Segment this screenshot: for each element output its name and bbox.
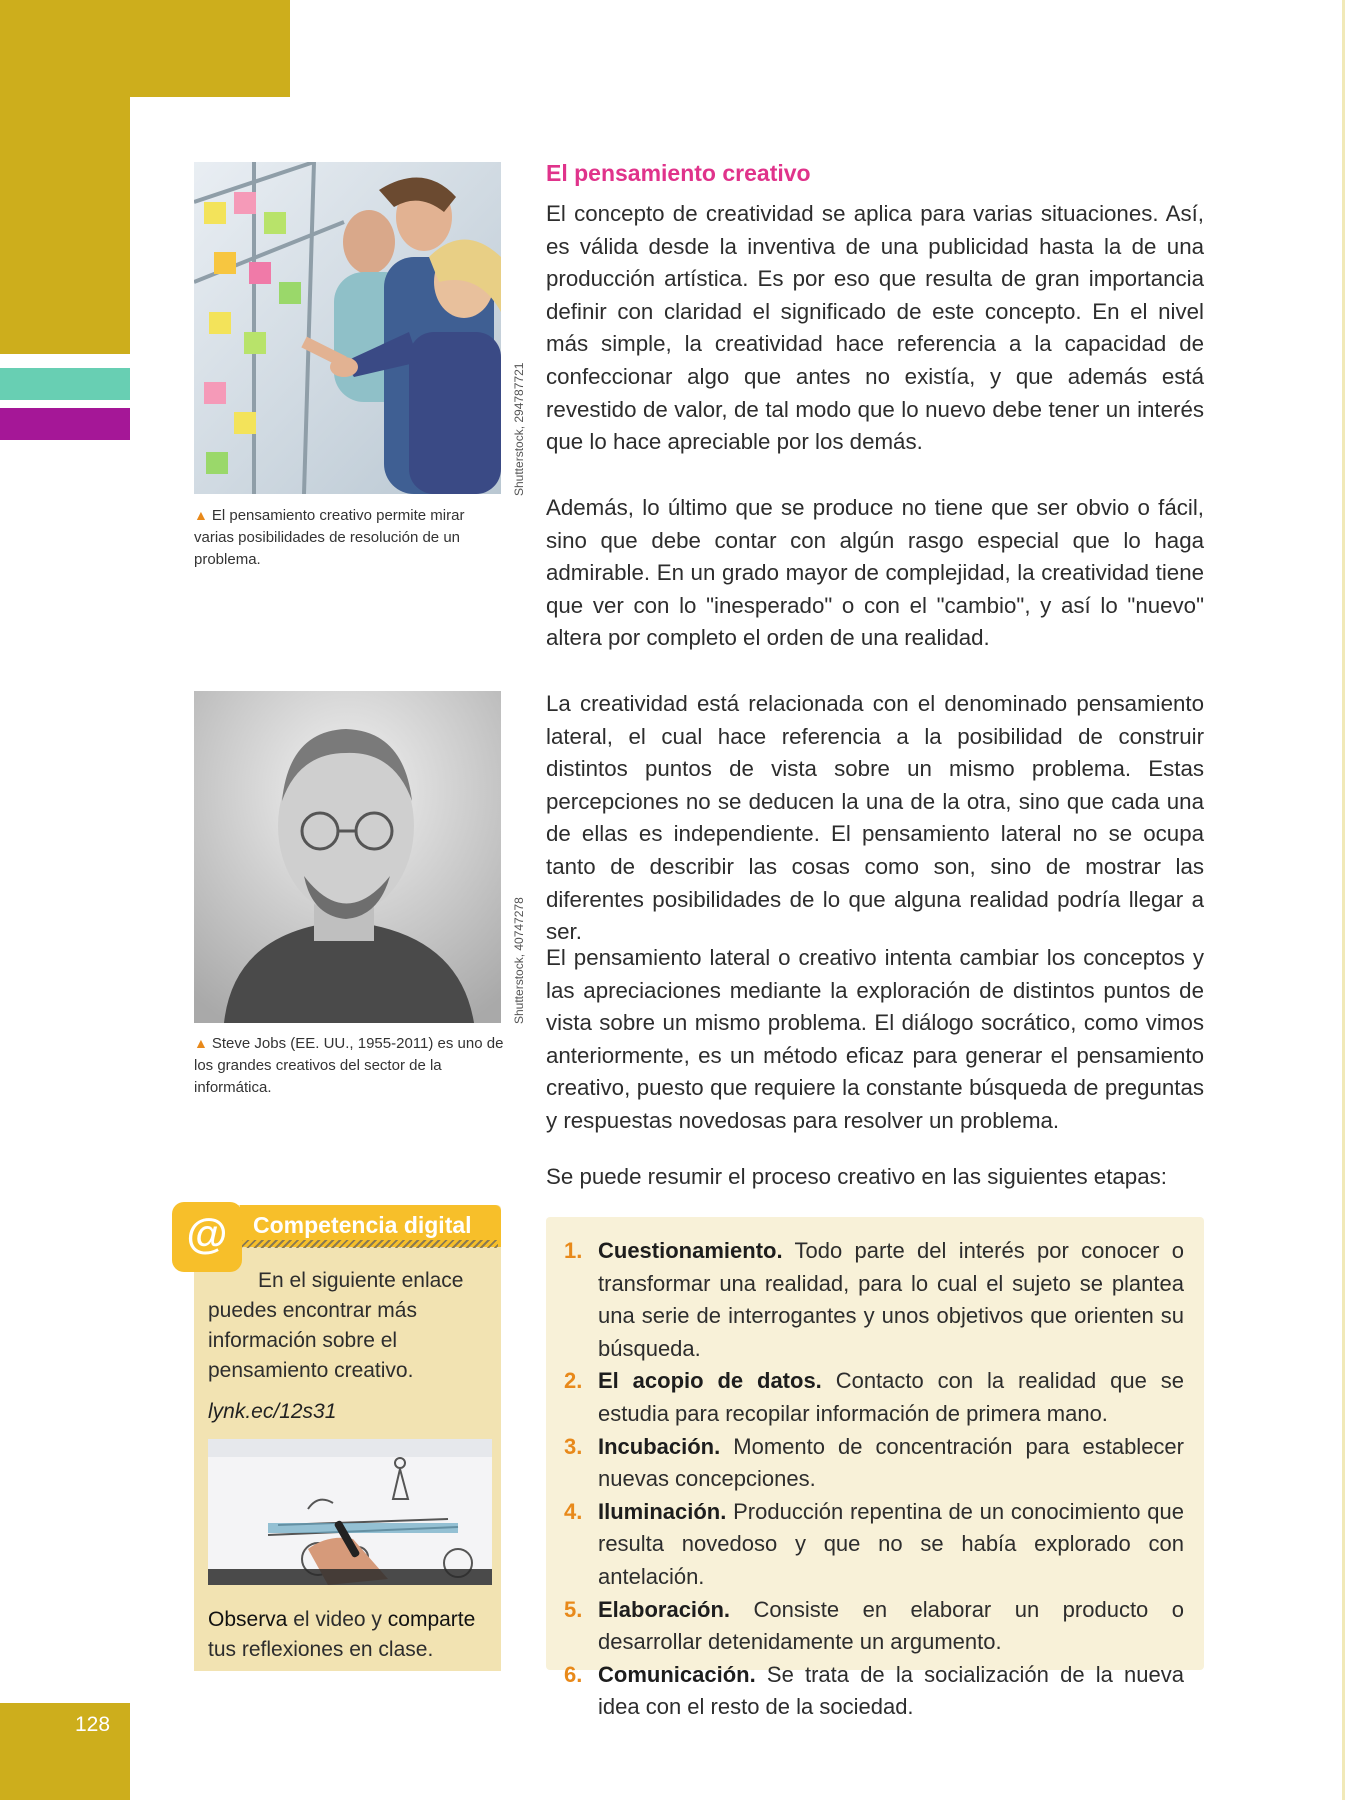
left-gold-band: [0, 97, 130, 354]
resource-link[interactable]: lynk.ec/12s31: [208, 1400, 337, 1423]
list-item: 6. Comunicación. Se trata de la socialización de la nueva idea con el resto de la sociedad.: [564, 1661, 1184, 1720]
paragraph-1: El concepto de creatividad se aplica para varias situaciones. Así, es válida desde la inventiva de una publicidad hasta la de una producción artística. Es por eso que resulta de gran importancia definir con claridad el significado de este concepto. En el nivel más simple, la creatividad hace referencia a la capacidad de confeccionar algo que antes no existía, y que además está revestido de valor, de tal modo que lo nuevo debe tener un interés que lo hace apreciable por los demás.: [546, 201, 1204, 455]
list-item: 2. El acopio de datos. Contacto con la realidad que se estudia para recopilar información de primera mano.: [564, 1368, 1184, 1426]
page-edge-line: [1342, 0, 1345, 1800]
paragraph-2: Además, lo último que se produce no tiene que ser obvio o fácil, sino que debe contar con algún rasgo especial que lo haga admirable. En un grado mayor de complejidad, la creatividad tiene que ver con lo "inesperado" o con el "cambio", y así lo "nuevo" altera por completo el orden de una realidad.: [546, 495, 1204, 651]
list-item: 5. Elaboración. Consiste en elaborar un producto o desarrollar detenidamente un argumento.: [564, 1596, 1184, 1655]
photo-credit: Shutterstock, 40747278: [512, 897, 526, 1024]
competencia-text: En el siguiente enlace puedes encontrar más información sobre el pensamiento creativo.: [208, 1269, 464, 1382]
competencia-footer-text: Observa el video y comparte tus reflexiones en clase.: [208, 1608, 476, 1661]
section-title: El pensamiento creativo: [546, 160, 811, 186]
list-item: 3. Incubación. Momento de concentración para establecer nuevas concepciones.: [564, 1433, 1184, 1492]
list-item: 1. Cuestionamiento. Todo parte del interés por conocer o transformar una realidad, para lo cual el sujeto se plantea una serie de interrogantes y unos objetivos que orienten su búsqueda.: [564, 1238, 1185, 1361]
page-number: 128: [75, 1713, 111, 1736]
competencia-digital-title: Competencia digital: [253, 1212, 472, 1238]
magenta-strip: [0, 408, 130, 440]
people-at-sticky-note-wall-photo: [194, 162, 501, 494]
photo-caption: ▲ El pensamiento creativo permite mirar varias posibilidades de resolución de un problema.: [194, 507, 465, 568]
paragraph-3: La creatividad está relacionada con el denominado pensamiento lateral, el cual hace referencia a la posibilidad de construir distintos puntos de vista sobre un mismo problema. Estas percepciones no se deducen la una de la otra, sino que cada una de ellas es independiente. El pensamiento lateral no se ocupa tanto de describir las cosas como son, sino de mostrar las diferentes posibilidades de lo que alguna realidad podría llegar a ser.: [546, 691, 1204, 945]
paragraph-4: El pensamiento lateral o creativo intenta cambiar los conceptos y las apreciaciones mediante la exploración de distintos puntos de vista sobre un mismo problema. El diálogo socrático, como vimos anteriormente, es un método eficaz para generar el pensamiento creativo, puesto que requiere la constante búsqueda de preguntas y respuestas novedosas para resolver un problema.: [546, 945, 1204, 1133]
triangle-icon: ▲: [194, 1035, 208, 1051]
triangle-icon: ▲: [194, 507, 208, 523]
stages-list: [562, 1235, 1184, 1724]
steve-jobs-portrait-photo: [194, 691, 501, 1023]
teal-strip: [0, 368, 130, 400]
at-sign-icon: @: [172, 1202, 242, 1272]
photo-credit: Shutterstock, 294787721: [512, 362, 526, 496]
header-stripes: [240, 1240, 498, 1248]
top-gold-band: [0, 0, 290, 97]
photo-caption: ▲ Steve Jobs (EE. UU., 1955-2011) es uno de los grandes creativos del sector de la informática.: [194, 1035, 504, 1096]
list-item: 4. Iluminación. Producción repentina de un conocimiento que resulta novedoso y que no se había explorado con antelación.: [564, 1498, 1184, 1589]
paragraph-5: Se puede resumir el proceso creativo en las siguientes etapas:: [546, 1164, 1167, 1189]
whiteboard-drawing-video-thumbnail[interactable]: [208, 1439, 492, 1585]
